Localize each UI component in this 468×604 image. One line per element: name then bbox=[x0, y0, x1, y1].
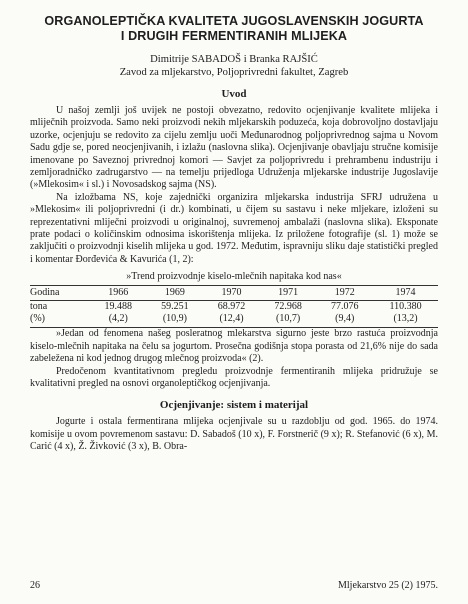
year-cell: 1969 bbox=[147, 286, 204, 301]
intro-paragraph-2: Na izložbama NS, koje zajednički organizira mljekarska industrija SFRJ udružena u »Mlekosim« ili poljoprivredni (i dr.) kombinati, u čijem su sastavu i neke mljekare, izloženi su reprezentativni mliječni proizvodi u originalnoj, suvremenoj ambalaži (naslovna slika). Eksponate prate podaci o količinskim odnosima iskorištenja mlijeka. Iz priložene fotografije (sl. 1) može se zaključiti o proizvodnji kiselih mlijeka u god. 1972. Međutim, ispravniju sliku daje statistički pregled i komentar Đorđevića & Kavurića (1, 2): bbox=[30, 191, 438, 265]
title-line-2: I DRUGIH FERMENTIRANIH MLIJEKA bbox=[120, 29, 348, 43]
percent-cell: (4,2) bbox=[90, 313, 147, 328]
tons-cell: 19.488 bbox=[104, 301, 133, 313]
table-title: »Trend proizvodnje kiselo-mlečnih napitaka kod nas« bbox=[126, 271, 342, 283]
year-cell: 1966 bbox=[90, 286, 147, 301]
percent-cell: (10,7) bbox=[260, 313, 317, 328]
tons-cell: 68.972 bbox=[217, 301, 246, 313]
percent-cell: (9,4) bbox=[316, 313, 373, 328]
article-authors: Dimitrije SABADOŠ i Branka RAJŠIĆ bbox=[150, 54, 318, 65]
page-footer bbox=[30, 580, 438, 591]
header-label: Godina bbox=[30, 286, 90, 301]
production-table bbox=[30, 285, 438, 328]
row-label-percent: (%) bbox=[30, 313, 90, 328]
table-row-percent bbox=[30, 313, 438, 328]
tons-cell: 77.076 bbox=[330, 301, 359, 313]
percent-cell: (13,2) bbox=[373, 313, 438, 328]
row-label-tons: tona bbox=[30, 301, 48, 313]
quote-paragraph: »Jedan od fenomena našeg posleratnog mlekarstva sigurno jeste brzo rastuća proizvodnja kiselo-mlečnih napitaka na čelu sa jogurtom. Prosečna godišnja stopa porasta od 21,6% nije do sada zabeležena ni kod jednog drugog mlečnog proizvoda« (2). bbox=[30, 328, 438, 365]
percent-cell: (12,4) bbox=[203, 313, 260, 328]
methods-paragraph-1: Jogurte i ostala fermentirana mlijeka ocjenjivale su u razdoblju od god. 1965. do 1974. komisije u ovom povremenom sastavu: D. Sabadoš (10 x), F. Forstnerič (9 x); R. Stefanović (6 x), M. Carić (4 x), Ž. Živković (3 x), B. Obra- bbox=[30, 416, 438, 453]
journal-citation: Mljekarstvo 25 (2) 1975. bbox=[338, 580, 438, 591]
year-cell: 1970 bbox=[203, 286, 260, 301]
tons-cell: 110.380 bbox=[389, 301, 422, 313]
page-number: 26 bbox=[30, 580, 40, 591]
section-heading-intro: Uvod bbox=[221, 88, 247, 100]
year-cell: 1974 bbox=[373, 286, 438, 301]
year-cell: 1972 bbox=[316, 286, 373, 301]
article-title bbox=[30, 14, 438, 44]
table-header-row bbox=[30, 286, 438, 301]
title-line-1: ORGANOLEPTIČKA KVALITETA JUGOSLAVENSKIH JOGURTA bbox=[44, 14, 424, 28]
year-cell: 1971 bbox=[260, 286, 317, 301]
summary-paragraph: Predočenom kvantitativnom pregledu proizvodnje fermentiranih mlijeka pridružuje se kvalitativni pregled na osnovi organoleptičkog ocjenjivanja. bbox=[30, 365, 438, 389]
section-heading-methods: Ocjenjivanje: sistem i materijal bbox=[159, 399, 309, 412]
intro-paragraph-1: U našoj zemlji još uvijek ne postoji obvezatno, redovito ocjenjivanje kvalitete mlijeka i mliječnih proizvoda. Samo neki proizvodi nekih mljekarskih poduzeća, koja dobrovoljno dostavljaju uzorke, ocjenjuju se redovito za cijelu zemlju uoči Međunarodnog poljoprivrednog sajma u Novom Sadu gdje se, pored neocjenjivanih, i izlažu (naslovna slika). Ocjenjivanje obavljaju stručne komisije imenovane po Saveznoj privrednoj komori — Savjet za poljoprivredu i prehrambenu industriju i zemljoradničko zadrugarstvo — na temelju prijedloga Udruženja mljekarske industrije Jugoslavije (»Mlekosim« i sl.) i Novosadskog sajma (NS). bbox=[30, 105, 438, 191]
percent-cell: (10,9) bbox=[147, 313, 204, 328]
tons-cell: 72.968 bbox=[274, 301, 302, 313]
tons-cell: 59.251 bbox=[161, 301, 189, 313]
author-affiliation: Zavod za mljekarstvo, Poljoprivredni fakultet, Zagreb bbox=[119, 67, 349, 78]
table-row-tons bbox=[30, 301, 438, 314]
